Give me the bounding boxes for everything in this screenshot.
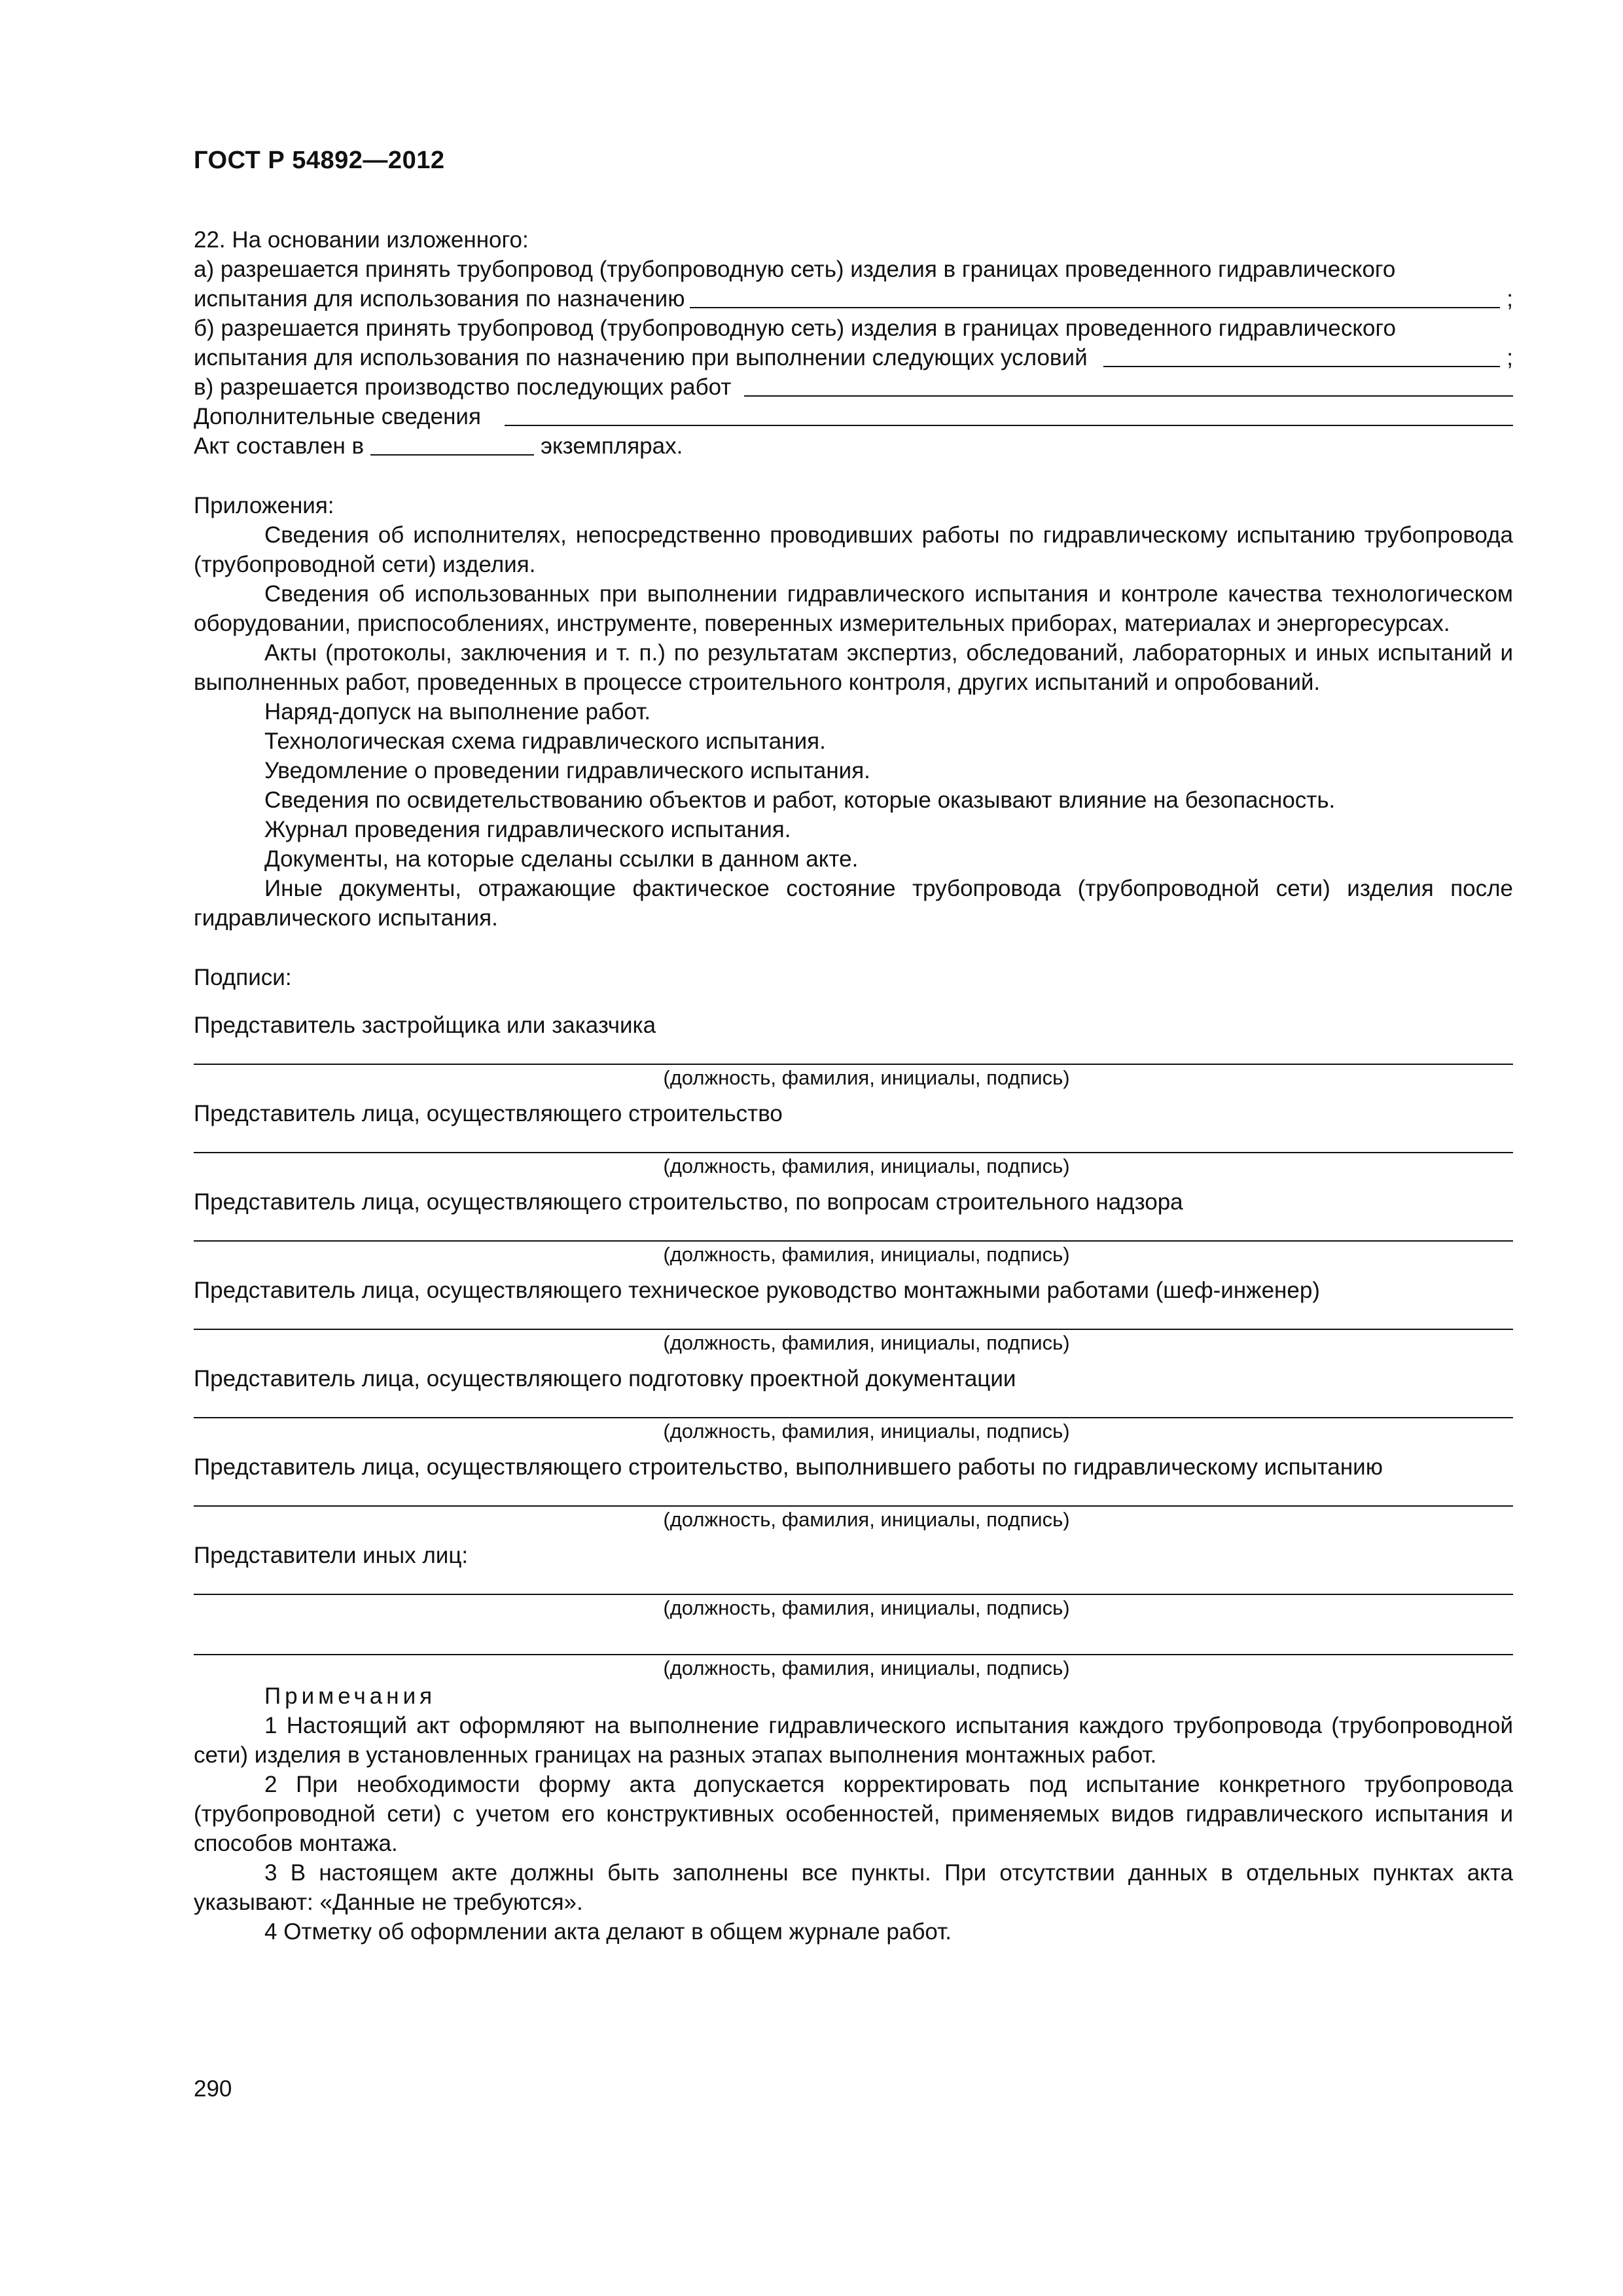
signature-role: Представитель лица, осуществляющего строительство, по вопросам строительного надзора: [194, 1189, 1183, 1215]
appendix-item: Уведомление о проведении гидравлического испытания.: [264, 758, 870, 783]
signature-line[interactable]: [194, 1310, 1513, 1330]
semicolon: ;: [1507, 345, 1513, 370]
signature-block: [194, 1541, 1513, 1681]
semicolon: ;: [1507, 286, 1513, 312]
item-b-blank-field[interactable]: [1103, 344, 1501, 367]
signature-block: [194, 1276, 1513, 1356]
signature-caption: (должность, фамилия, инициалы, подпись): [663, 1657, 1070, 1679]
item-b-text: испытания для использования по назначению при выполнении следующих условий: [194, 345, 1088, 370]
copies-count-blank-field[interactable]: [370, 432, 534, 456]
note-item: 4 Отметку об оформлении акта делают в общем журнале работ.: [264, 1919, 952, 1945]
item-b-line1: б) разрешается принять трубопровод (трубопроводную сеть) изделия в границах проведенного гидравлического: [194, 315, 1396, 341]
page-number: 290: [194, 2076, 232, 2102]
item-a-blank-field[interactable]: [690, 285, 1500, 308]
appendix-item: Технологическая схема гидравлического испытания.: [264, 728, 826, 754]
signature-role: Представитель лица, осуществляющего строительство: [194, 1101, 783, 1126]
appendix-item: Сведения об использованных при выполнении гидравлического испытания и контроле качества технологическом оборудовании, приспособлениях, инструменте, поверенных измерительных приборах, материалах и энергоресурсах.: [194, 581, 1513, 636]
appendices-title: Приложения:: [194, 493, 334, 518]
appendix-item: Акты (протоколы, заключения и т. п.) по результатам экспертиз, обследований, лабораторных и иных испытаний и выполненных работ, проведенных в процессе строительного контроля, других испытаний и опробований.: [194, 640, 1513, 695]
signature-role: Представитель застройщика или заказчика: [194, 1013, 656, 1038]
item-b-line2: [194, 343, 1513, 372]
signature-line[interactable]: [194, 1399, 1513, 1418]
signature-line[interactable]: [194, 1487, 1513, 1507]
signature-line[interactable]: [194, 1222, 1513, 1242]
signature-role: Представители иных лиц:: [194, 1543, 469, 1568]
appendix-item: Иные документы, отражающие фактическое состояние трубопровода (трубопроводной сети) изделия после гидравлического испытания.: [194, 876, 1513, 931]
signature-caption: (должность, фамилия, инициалы, подпись): [663, 1155, 1070, 1177]
signature-block: [194, 1187, 1513, 1268]
signature-caption: (должность, фамилия, инициалы, подпись): [663, 1508, 1070, 1531]
signature-caption: (должность, фамилия, инициалы, подпись): [663, 1420, 1070, 1443]
appendix-item: Сведения по освидетельствованию объектов и работ, которые оказывают влияние на безопасность.: [264, 787, 1336, 813]
signature-block: [194, 1364, 1513, 1444]
signature-line[interactable]: [194, 1636, 1513, 1655]
signatures-title: Подписи:: [194, 965, 292, 990]
section-22-intro: 22. На основании изложенного:: [194, 227, 529, 253]
item-v-blank-field[interactable]: [744, 373, 1513, 397]
signature-caption: (должность, фамилия, инициалы, подпись): [663, 1066, 1070, 1089]
notes-title: Примечания: [264, 1683, 437, 1709]
signature-caption: (должность, фамилия, инициалы, подпись): [663, 1331, 1070, 1354]
signature-role: Представитель лица, осуществляющего подготовку проектной документации: [194, 1366, 1016, 1391]
signature-block: [194, 1099, 1513, 1179]
signature-caption: (должность, фамилия, инициалы, подпись): [663, 1596, 1070, 1619]
copies-line: [194, 431, 1513, 461]
appendix-item: Документы, на которые сделаны ссылки в данном акте.: [264, 846, 859, 872]
item-a-text: испытания для использования по назначению: [194, 286, 685, 312]
signature-role: Представитель лица, осуществляющего техническое руководство монтажными работами (шеф-инженер): [194, 1278, 1320, 1303]
copies-suffix: экземплярах.: [541, 433, 683, 459]
signature-line[interactable]: [194, 1575, 1513, 1595]
signature-block: [194, 1011, 1513, 1091]
document-code-header: ГОСТ Р 54892—2012: [194, 147, 445, 174]
appendix-item: Журнал проведения гидравлического испытания.: [264, 817, 791, 842]
note-item: 1 Настоящий акт оформляют на выполнение гидравлического испытания каждого трубопровода (трубопроводной сети) изделия в установленных границах на разных этапах выполнения монтажных работ.: [194, 1713, 1513, 1768]
additional-info-line: [194, 402, 1513, 431]
signature-caption: (должность, фамилия, инициалы, подпись): [663, 1243, 1070, 1266]
additional-info-blank-field[interactable]: [505, 403, 1513, 426]
signature-line[interactable]: [194, 1045, 1513, 1065]
note-item: 3 В настоящем акте должны быть заполнены все пункты. При отсутствии данных в отдельных пунктах акта указывают: «Данные не требуются».: [194, 1860, 1513, 1915]
item-a-line2: [194, 284, 1513, 314]
signature-block: [194, 1452, 1513, 1533]
appendix-item: Сведения об исполнителях, непосредственно проводивших работы по гидравлическому испытанию трубопровода (трубопроводной сети) изделия.: [194, 522, 1513, 577]
additional-info-label: Дополнительные сведения: [194, 404, 481, 429]
item-a-line1: а) разрешается принять трубопровод (трубопроводную сеть) изделия в границах проведенного гидравлического: [194, 257, 1396, 282]
item-v-line: [194, 372, 1513, 402]
signature-line[interactable]: [194, 1134, 1513, 1153]
appendix-item: Наряд-допуск на выполнение работ.: [264, 699, 651, 725]
copies-prefix: Акт составлен в: [194, 433, 365, 459]
signature-role: Представитель лица, осуществляющего строительство, выполнившего работы по гидравлическому испытанию: [194, 1454, 1383, 1480]
note-item: 2 При необходимости форму акта допускается корректировать под испытание конкретного трубопровода (трубопроводной сети) с учетом его конструктивных особенностей, применяемых видов гидравлического испытания и способов монтажа.: [194, 1772, 1513, 1856]
document-body: [194, 225, 1513, 1946]
item-v-text: в) разрешается производство последующих работ: [194, 374, 732, 400]
